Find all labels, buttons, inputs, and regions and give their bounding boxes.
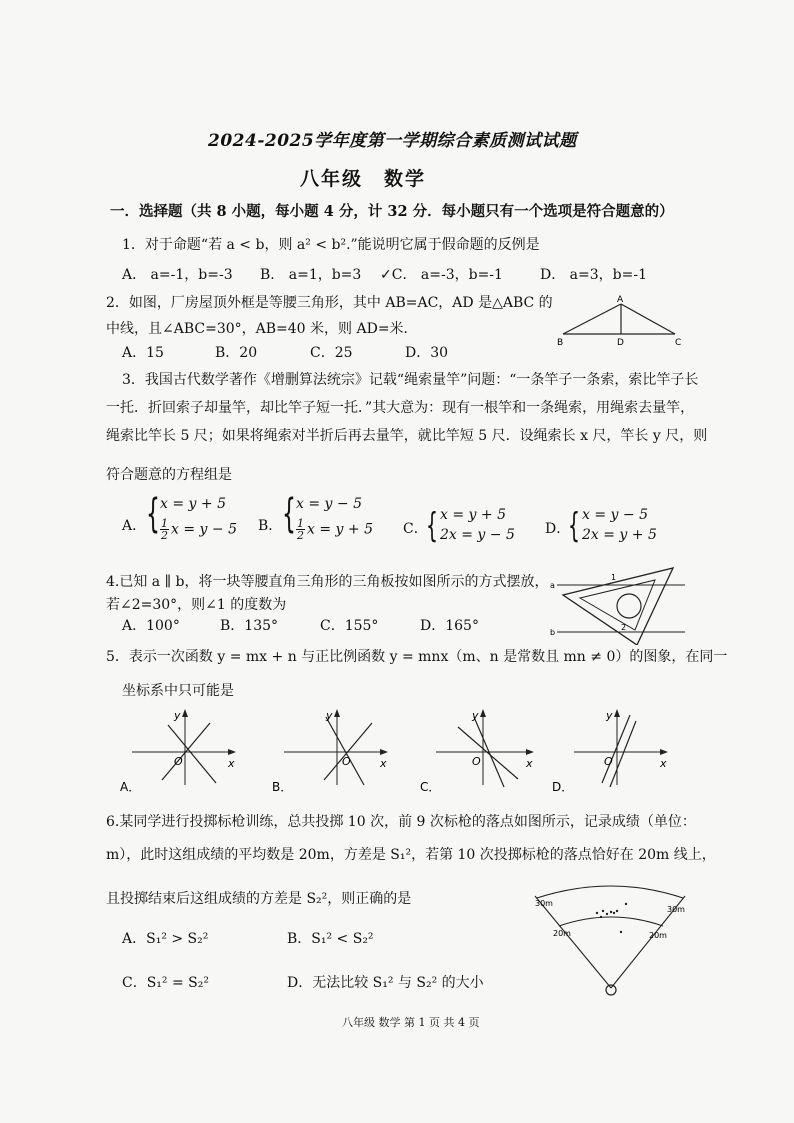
q3-option-c-system: { x = y + 5 2x = y − 5: [426, 506, 515, 546]
q2-option-d: D．30: [405, 345, 449, 361]
svg-text:30m: 30m: [535, 899, 553, 908]
svg-text:C．: C．: [420, 780, 441, 794]
svg-text:y: y: [326, 709, 333, 722]
svg-text:O: O: [472, 755, 481, 768]
q3-option-a-label: A．: [122, 518, 147, 534]
q3-line1: 3．我国古代数学著作《增删算法统宗》记载“绳索量竿”问题：“一条竿子一条索，索比竿子长: [122, 372, 699, 388]
svg-text:y: y: [472, 709, 479, 722]
q5-graph-d: [552, 705, 677, 795]
q2-option-b: B．20: [215, 345, 258, 361]
q5-line2: 坐标系中只可能是: [122, 683, 234, 699]
brace-icon: {: [282, 491, 296, 537]
q4-option-b: B．135°: [220, 618, 279, 634]
q4-option-d: D．165°: [420, 618, 479, 634]
q3-line4: 符合题意的方程组是: [106, 467, 232, 483]
q3-option-b-label: B．: [258, 518, 283, 534]
q4-option-c: C．155°: [320, 618, 379, 634]
svg-text:x: x: [228, 757, 235, 770]
q4-label-b: b: [550, 628, 556, 637]
q1-option-d: D． a=3，b=-1: [540, 267, 647, 283]
q6-option-d: D．无法比较 S₁² 与 S₂² 的大小: [287, 975, 484, 991]
svg-text:x: x: [526, 757, 533, 770]
q1-option-a: A． a=-1，b=-3: [122, 267, 233, 283]
svg-text:B．: B．: [272, 780, 293, 794]
q4-line1: 4.已知 a ∥ b，将一块等腰直角三角形的三角板按如图所示的方式摆放，: [106, 574, 549, 590]
q6-option-b: B．S₁² < S₂²: [287, 931, 374, 947]
q3-option-c-label: C．: [403, 521, 428, 537]
q6-throw-field-figure: [525, 880, 695, 1000]
svg-text:D．: D．: [552, 780, 574, 794]
q4-triangle-figure: [545, 560, 695, 645]
q6-line3: 且投掷结束后这组成绩的方差是 S₂²，则正确的是: [106, 891, 412, 907]
q4-option-a: A．100°: [122, 618, 180, 634]
q2-label-b: B: [557, 338, 564, 348]
q5-graph-a: [120, 705, 240, 795]
q5-graph-b: [272, 705, 392, 795]
q5-line1: 5．表示一次函数 y = mx + n 与正比例函数 y = mnx（m、n 是常数且 mn ≠ 0）的图象，在同一: [106, 649, 728, 665]
q3-option-b-system: { x = y − 5 $\frac{1}{2}$ x = y + 5: [282, 491, 373, 542]
q1-option-c: ✓C． a=-3，b=-1: [380, 267, 503, 283]
exam-title: 2024-2025学年度第一学期综合素质测试试题: [208, 131, 577, 151]
page-footer: 八年级 数学 第 1 页 共 4 页: [342, 1016, 480, 1029]
q5-graph-c: [418, 705, 538, 795]
q6-line2: m），此时这组成绩的平均数是 20m，方差是 S₁²，若第 10 次投掷标枪的落点恰好在 20m 线上，: [106, 847, 716, 863]
brace-icon: {: [146, 491, 160, 537]
q2-option-a: A．15: [122, 345, 164, 361]
brace-icon: {: [568, 506, 580, 546]
q4-line2: 若∠2=30°，则∠1 的度数为: [106, 597, 287, 613]
q6-line1: 6.某同学进行投掷标枪训练，总共投掷 10 次，前 9 次标枪的落点如图所示，记录成绩（单位：: [106, 814, 696, 830]
q3-line3: 绳索比竿长 5 尺；如果将绳索对半折后再去量竿，就比竿短 5 尺．设绳索长 x 尺，竿长 y 尺，则: [106, 428, 708, 444]
q2-line1: 2．如图，厂房屋顶外框是等腰三角形，其中 AB=AC，AD 是△ABC 的: [106, 295, 553, 311]
q3-option-a-system: { x = y + 5 $\frac{1}{2}$ x = y − 5: [146, 491, 237, 542]
q2-option-c: C．25: [310, 345, 353, 361]
q2-label-c: C: [675, 338, 682, 348]
q6-option-a: A．S₁² > S₂²: [122, 931, 209, 947]
exam-subtitle: 八年级 数学: [300, 168, 427, 190]
svg-text:20m: 20m: [553, 929, 571, 938]
svg-text:30m: 30m: [667, 905, 685, 914]
q4-label-1: 1: [611, 573, 617, 582]
section-heading: 一．选择题（共 8 小题，每小题 4 分，计 32 分．每小题只有一个选项是符合题意的）: [110, 203, 674, 220]
q3-line2: 一托．折回索子却量竿，却比竿子短一托．”其大意为：现有一根竿和一条绳索，用绳索去量竿，: [106, 400, 695, 416]
q2-triangle-figure: [555, 292, 685, 348]
q1-stem: 1．对于命题“若 a < b，则 a² < b².”能说明它属于假命题的反例是: [122, 237, 540, 253]
q4-label-2: 2: [621, 623, 627, 632]
svg-text:20m: 20m: [649, 931, 667, 940]
brace-icon: {: [426, 506, 438, 546]
q2-line2: 中线，且∠ABC=30°，AB=40 米，则 AD=米．: [106, 321, 418, 337]
q1-option-b: B． a=1，b=3: [260, 267, 362, 283]
svg-text:x: x: [660, 757, 667, 770]
svg-text:O: O: [604, 755, 613, 768]
svg-text:y: y: [606, 709, 613, 722]
q3-option-d-system: { x = y − 5 2x = y + 5: [568, 506, 657, 546]
svg-text:A．: A．: [120, 780, 141, 794]
svg-text:y: y: [174, 709, 181, 722]
q4-label-a: a: [550, 581, 555, 590]
q6-option-c: C．S₁² = S₂²: [122, 975, 209, 991]
q3-option-d-label: D．: [545, 521, 571, 537]
q2-label-a: A: [617, 295, 624, 305]
svg-text:x: x: [380, 757, 387, 770]
q2-label-d: D: [617, 338, 624, 348]
svg-text:O: O: [174, 755, 183, 768]
svg-text:O: O: [342, 755, 351, 768]
